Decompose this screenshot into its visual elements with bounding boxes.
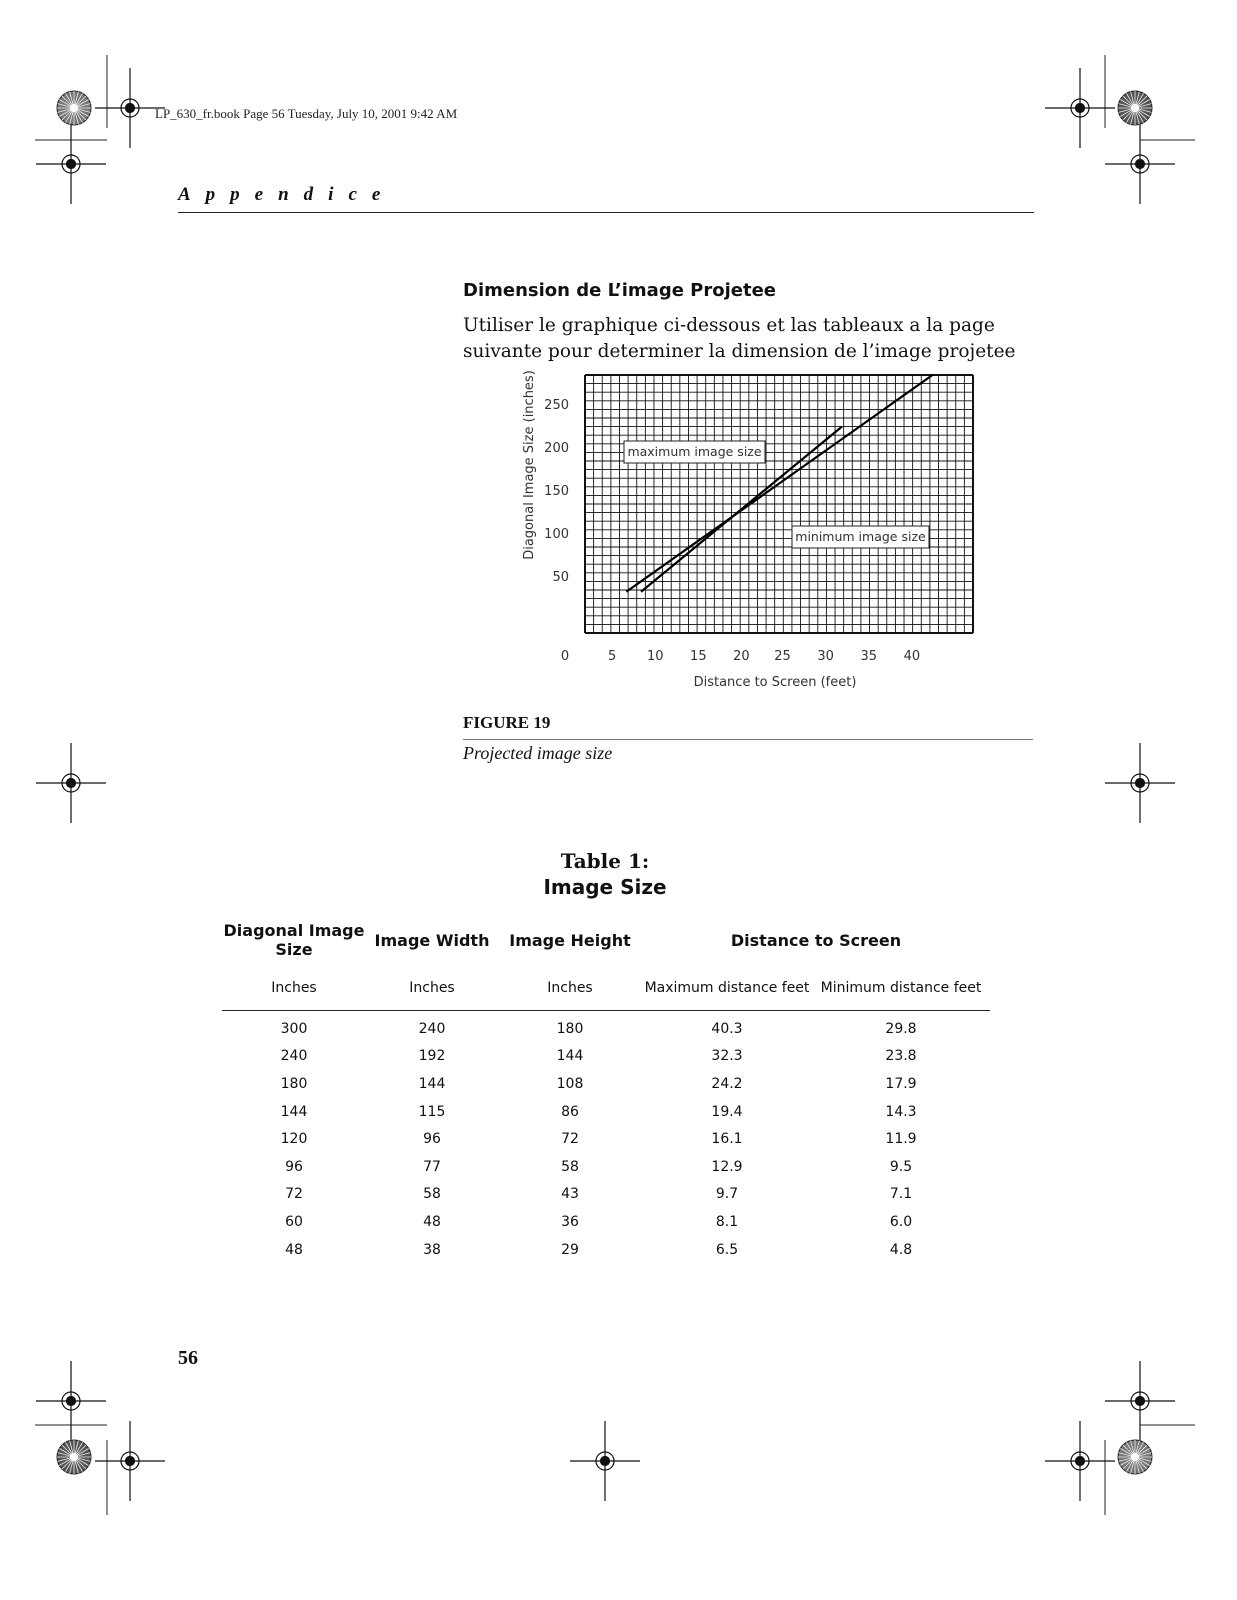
table-cell: 32.3 [711, 1048, 743, 1065]
y-axis-label: Diagonal Image Size (inches) [522, 370, 537, 560]
table-cell: 144 [418, 1075, 446, 1092]
table-cell: 11.9 [885, 1131, 917, 1148]
x-tick-label: 5 [607, 649, 617, 664]
table-cell: 86 [561, 1103, 579, 1120]
table-cell: 12.9 [711, 1158, 743, 1175]
table-cell: 180 [280, 1075, 308, 1092]
page-number: 56 [178, 1347, 198, 1369]
table-cell: 77 [423, 1158, 441, 1175]
table-cell: 24.2 [711, 1075, 743, 1092]
x-tick-label: 30 [817, 649, 834, 664]
y-tick-label: 100 [544, 527, 569, 542]
crosshair-icon [1105, 124, 1175, 204]
table-row [222, 1153, 990, 1181]
table-cell: 7.1 [889, 1186, 913, 1203]
table-cell: 6.5 [715, 1241, 739, 1258]
table-cell: 58 [561, 1158, 579, 1175]
table-cell: 300 [280, 1020, 308, 1037]
table-subtitle: Image Size [543, 875, 667, 899]
projection-chart [512, 368, 982, 698]
x-axis-label: Distance to Screen (feet) [693, 675, 857, 690]
y-tick-label: 150 [544, 484, 569, 499]
table-cell: 58 [423, 1186, 441, 1203]
table-cell: 29 [561, 1241, 579, 1258]
running-header: Appendice [178, 184, 396, 205]
table-cell: 120 [280, 1131, 308, 1148]
crosshair-icon [1105, 743, 1175, 823]
x-tick-label: 15 [690, 649, 707, 664]
header-diagonal: Diagonal Image Size [223, 921, 365, 959]
image-size-table [222, 914, 990, 1263]
series-label-minimum: minimum image size [795, 529, 926, 544]
crosshair-icon [570, 1421, 640, 1501]
header-width: Image Width [374, 930, 490, 950]
table-cell: 36 [561, 1213, 579, 1230]
unit-width: Inches [366, 966, 498, 1011]
table-cell: 23.8 [885, 1048, 917, 1065]
table-row [222, 1098, 990, 1126]
table-cell: 40.3 [711, 1020, 743, 1037]
crosshair-icon [1105, 1361, 1175, 1441]
intro-paragraph: Utiliser le graphique ci-dessous et las tableaux a la page suivante pour determiner la dimension de l’image projetee [463, 315, 1016, 362]
table-cell: 6.0 [889, 1213, 913, 1230]
slug-line: LP_630_fr.book Page 56 Tuesday, July 10, 2001 9:42 AM [155, 106, 458, 121]
figure-rule [463, 739, 1033, 740]
table-row [222, 1208, 990, 1236]
radial-disc-icon [57, 1440, 91, 1474]
table-row [222, 1181, 990, 1209]
table-cell: 240 [418, 1020, 446, 1037]
table-cell: 48 [285, 1241, 303, 1258]
table-cell: 8.1 [715, 1213, 739, 1230]
table-cell: 9.5 [889, 1158, 913, 1175]
table-row [222, 1236, 990, 1264]
series-label-maximum: maximum image size [627, 444, 762, 459]
table-cell: 72 [561, 1131, 579, 1148]
unit-max-distance: Maximum distance feet [642, 966, 812, 1011]
chart-grid [585, 375, 973, 633]
table-cell: 14.3 [885, 1103, 917, 1120]
x-tick-label: 0 [560, 649, 570, 664]
table-cell: 29.8 [885, 1020, 917, 1037]
table-cell: 144 [280, 1103, 308, 1120]
unit-height: Inches [498, 966, 642, 1011]
table-cell: 19.4 [711, 1103, 743, 1120]
table-cell: 16.1 [711, 1131, 743, 1148]
table-row [222, 1043, 990, 1071]
figure-caption: Projected image size [463, 743, 613, 763]
table-cell: 192 [418, 1048, 446, 1065]
table-cell: 43 [561, 1186, 579, 1203]
radial-disc-icon [1118, 91, 1152, 125]
unit-diagonal: Inches [222, 966, 366, 1011]
x-tick-label: 40 [903, 649, 921, 664]
crosshair-icon [36, 743, 106, 823]
table-cell: 240 [280, 1048, 308, 1065]
table-row [222, 1070, 990, 1098]
x-tick-label: 25 [774, 649, 791, 664]
table-cell: 96 [285, 1158, 303, 1175]
x-tick-label: 20 [733, 649, 750, 664]
table-cell: 48 [423, 1213, 441, 1230]
table-cell: 17.9 [885, 1075, 917, 1092]
y-tick-label: 250 [544, 398, 569, 413]
table-cell: 9.7 [715, 1186, 739, 1203]
header-rule [178, 212, 1034, 213]
table-cell: 144 [556, 1048, 584, 1065]
table-cell: 180 [556, 1020, 584, 1037]
x-tick-label: 10 [646, 649, 664, 664]
y-tick-label: 200 [544, 441, 569, 456]
crosshair-icon [36, 124, 106, 204]
radial-disc-icon [57, 91, 91, 125]
table-row [222, 1011, 990, 1043]
table-title: Table 1: [560, 849, 650, 873]
table-cell: 96 [423, 1131, 441, 1148]
section-heading: Dimension de L’image Projetee [463, 280, 777, 301]
crosshair-icon [36, 1361, 106, 1441]
header-height: Image Height [509, 930, 631, 950]
table-cell: 38 [423, 1241, 441, 1258]
radial-disc-icon [1118, 1440, 1152, 1474]
x-tick-label: 35 [860, 649, 878, 664]
crosshair-icon [95, 1421, 165, 1501]
unit-min-distance: Minimum distance feet [812, 966, 990, 1011]
table-cell: 60 [285, 1213, 303, 1230]
table-cell: 108 [556, 1075, 584, 1092]
header-distance: Distance to Screen [730, 930, 902, 950]
y-tick-label: 50 [552, 570, 569, 585]
table-row [222, 1125, 990, 1153]
figure-label: FIGURE 19 [463, 713, 551, 732]
table-cell: 115 [418, 1103, 446, 1120]
table-cell: 4.8 [889, 1241, 913, 1258]
table-cell: 72 [285, 1186, 303, 1203]
